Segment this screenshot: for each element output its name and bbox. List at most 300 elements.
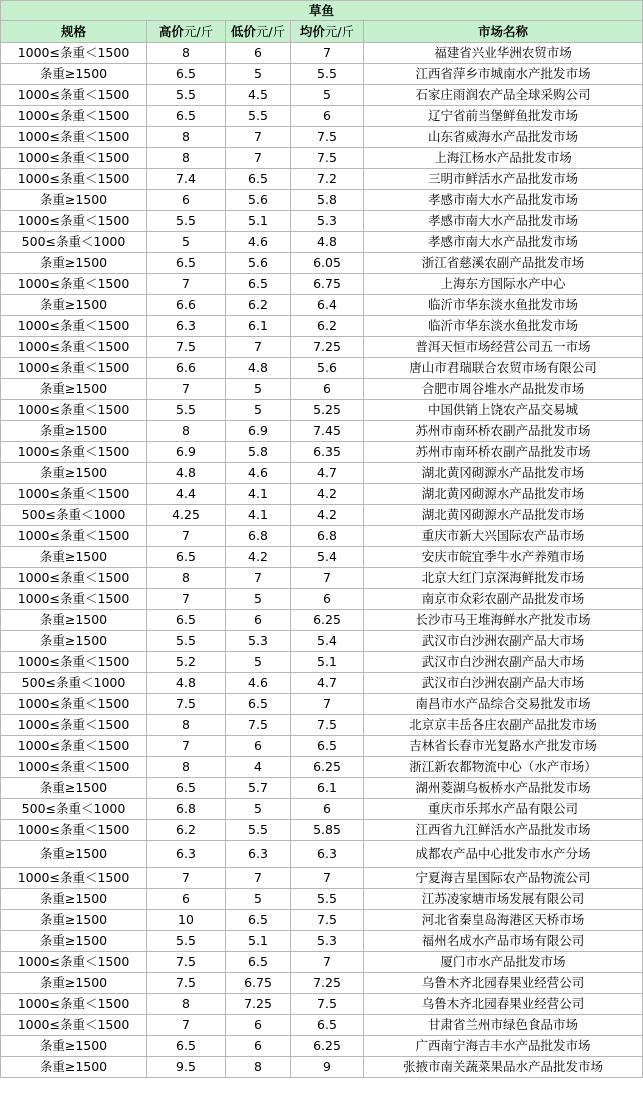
cell-avg-price: 5 xyxy=(291,85,364,106)
cell-low-price: 5 xyxy=(226,589,291,610)
cell-market-name: 唐山市君瑞联合农贸市场有限公司 xyxy=(364,358,643,379)
cell-high-price: 6.5 xyxy=(147,64,226,85)
cell-market-name: 重庆市乐邦水产品有限公司 xyxy=(364,799,643,820)
cell-low-price: 7.5 xyxy=(226,715,291,736)
cell-spec: 1000≤条重＜1500 xyxy=(1,994,147,1015)
cell-avg-price: 5.6 xyxy=(291,358,364,379)
table-row xyxy=(1,1036,643,1057)
cell-high-price: 6.2 xyxy=(147,820,226,841)
table-row xyxy=(1,652,643,673)
cell-high-price: 10 xyxy=(147,910,226,931)
table-row xyxy=(1,442,643,463)
cell-avg-price: 7.5 xyxy=(291,994,364,1015)
cell-avg-price: 7 xyxy=(291,952,364,973)
table-row xyxy=(1,295,643,316)
table-row xyxy=(1,841,643,868)
cell-spec: 1000≤条重＜1500 xyxy=(1,652,147,673)
cell-market-name: 北京大红门京深海鲜批发市场 xyxy=(364,568,643,589)
cell-market-name: 北京京丰岳各庄农副产品批发市场 xyxy=(364,715,643,736)
cell-low-price: 6.1 xyxy=(226,316,291,337)
header-high-unit: 元/斤 xyxy=(183,24,214,39)
cell-low-price: 5.6 xyxy=(226,190,291,211)
cell-high-price: 5.5 xyxy=(147,211,226,232)
cell-market-name: 武汉市白沙洲农副产品大市场 xyxy=(364,673,643,694)
cell-avg-price: 6 xyxy=(291,589,364,610)
cell-market-name: 孝感市南大水产品批发市场 xyxy=(364,211,643,232)
cell-market-name: 吉林省长春市光复路水产批发市场 xyxy=(364,736,643,757)
cell-high-price: 6.5 xyxy=(147,610,226,631)
cell-high-price: 6.9 xyxy=(147,442,226,463)
cell-low-price: 6.9 xyxy=(226,421,291,442)
cell-market-name: 浙江省慈溪农副产品批发市场 xyxy=(364,253,643,274)
cell-low-price: 7 xyxy=(226,868,291,889)
cell-market-name: 浙江新农都物流中心（水产市场） xyxy=(364,757,643,778)
cell-high-price: 5.5 xyxy=(147,931,226,952)
cell-low-price: 5.8 xyxy=(226,442,291,463)
cell-avg-price: 4.8 xyxy=(291,232,364,253)
cell-avg-price: 5.3 xyxy=(291,931,364,952)
cell-spec: 条重≥1500 xyxy=(1,610,147,631)
cell-market-name: 上海江杨水产品批发市场 xyxy=(364,148,643,169)
cell-avg-price: 4.7 xyxy=(291,673,364,694)
cell-market-name: 乌鲁木齐北园春果业经营公司 xyxy=(364,973,643,994)
cell-market-name: 湖北黄冈砌源水产品批发市场 xyxy=(364,484,643,505)
cell-market-name: 中国供销上饶农产品交易城 xyxy=(364,400,643,421)
cell-market-name: 湖州菱湖乌板桥水产品批发市场 xyxy=(364,778,643,799)
cell-avg-price: 6.8 xyxy=(291,526,364,547)
cell-avg-price: 7.25 xyxy=(291,337,364,358)
cell-high-price: 6.3 xyxy=(147,841,226,868)
cell-spec: 条重≥1500 xyxy=(1,631,147,652)
cell-spec: 条重≥1500 xyxy=(1,190,147,211)
cell-high-price: 4.8 xyxy=(147,463,226,484)
cell-low-price: 4.6 xyxy=(226,463,291,484)
cell-spec: 条重≥1500 xyxy=(1,1057,147,1078)
cell-avg-price: 6 xyxy=(291,106,364,127)
cell-high-price: 6.6 xyxy=(147,358,226,379)
table-row xyxy=(1,169,643,190)
header-high-label: 高价 xyxy=(158,24,184,39)
cell-low-price: 5.1 xyxy=(226,211,291,232)
cell-low-price: 4.2 xyxy=(226,547,291,568)
cell-high-price: 5.2 xyxy=(147,652,226,673)
cell-high-price: 7.5 xyxy=(147,694,226,715)
cell-market-name: 湖北黄冈砌源水产品批发市场 xyxy=(364,505,643,526)
table-row xyxy=(1,757,643,778)
table-row xyxy=(1,889,643,910)
cell-spec: 1000≤条重＜1500 xyxy=(1,715,147,736)
cell-low-price: 4.1 xyxy=(226,484,291,505)
cell-high-price: 6 xyxy=(147,889,226,910)
cell-low-price: 6 xyxy=(226,1015,291,1036)
cell-market-name: 上海东方国际水产中心 xyxy=(364,274,643,295)
table-row xyxy=(1,778,643,799)
cell-low-price: 4.1 xyxy=(226,505,291,526)
cell-low-price: 4 xyxy=(226,757,291,778)
cell-high-price: 7.5 xyxy=(147,973,226,994)
cell-low-price: 6 xyxy=(226,43,291,64)
header-low xyxy=(226,21,291,43)
table-row xyxy=(1,211,643,232)
header-low-label: 低价 xyxy=(230,24,256,39)
cell-spec: 1000≤条重＜1500 xyxy=(1,589,147,610)
cell-avg-price: 7 xyxy=(291,694,364,715)
cell-spec: 1000≤条重＜1500 xyxy=(1,694,147,715)
table-title: 草鱼 xyxy=(1,1,643,21)
table-row xyxy=(1,1057,643,1078)
cell-high-price: 7.5 xyxy=(147,952,226,973)
table-row xyxy=(1,610,643,631)
cell-spec: 1000≤条重＜1500 xyxy=(1,211,147,232)
cell-spec: 条重≥1500 xyxy=(1,931,147,952)
cell-market-name: 福州名成水产品市场有限公司 xyxy=(364,931,643,952)
cell-high-price: 8 xyxy=(147,568,226,589)
cell-avg-price: 5.25 xyxy=(291,400,364,421)
cell-spec: 1000≤条重＜1500 xyxy=(1,127,147,148)
cell-low-price: 6 xyxy=(226,610,291,631)
header-market-label: 市场名称 xyxy=(477,24,528,39)
cell-spec: 条重≥1500 xyxy=(1,64,147,85)
cell-market-name: 张掖市南关蔬菜果品水产品批发市场 xyxy=(364,1057,643,1078)
cell-avg-price: 7.5 xyxy=(291,910,364,931)
cell-spec: 1000≤条重＜1500 xyxy=(1,736,147,757)
cell-market-name: 安庆市皖宜季牛水产养殖市场 xyxy=(364,547,643,568)
cell-avg-price: 5.3 xyxy=(291,211,364,232)
cell-high-price: 7 xyxy=(147,274,226,295)
cell-avg-price: 5.4 xyxy=(291,631,364,652)
table-row xyxy=(1,631,643,652)
cell-high-price: 7 xyxy=(147,736,226,757)
cell-high-price: 8 xyxy=(147,715,226,736)
cell-avg-price: 6.75 xyxy=(291,274,364,295)
cell-avg-price: 7.5 xyxy=(291,148,364,169)
cell-high-price: 6.5 xyxy=(147,1036,226,1057)
cell-high-price: 8 xyxy=(147,148,226,169)
cell-market-name: 临沂市华东淡水鱼批发市场 xyxy=(364,316,643,337)
cell-low-price: 4.8 xyxy=(226,358,291,379)
cell-market-name: 成都农产品中心批发市水产分场 xyxy=(364,841,643,868)
cell-low-price: 8 xyxy=(226,1057,291,1078)
cell-low-price: 5 xyxy=(226,400,291,421)
cell-market-name: 南京市众彩农副产品批发市场 xyxy=(364,589,643,610)
cell-spec: 条重≥1500 xyxy=(1,253,147,274)
cell-market-name: 合肥市周谷堆水产品批发市场 xyxy=(364,379,643,400)
table-row xyxy=(1,400,643,421)
table-row xyxy=(1,85,643,106)
cell-high-price: 6.6 xyxy=(147,295,226,316)
cell-market-name: 山东省威海水产品批发市场 xyxy=(364,127,643,148)
cell-avg-price: 6.5 xyxy=(291,1015,364,1036)
cell-market-name: 福建省兴业华洲农贸市场 xyxy=(364,43,643,64)
cell-spec: 500≤条重＜1000 xyxy=(1,799,147,820)
cell-market-name: 甘肃省兰州市绿色食品市场 xyxy=(364,1015,643,1036)
cell-avg-price: 7.5 xyxy=(291,715,364,736)
cell-low-price: 5.1 xyxy=(226,931,291,952)
cell-high-price: 6.3 xyxy=(147,316,226,337)
cell-low-price: 5 xyxy=(226,889,291,910)
cell-avg-price: 7.2 xyxy=(291,169,364,190)
table-row xyxy=(1,673,643,694)
cell-market-name: 三明市鲜活水产品批发市场 xyxy=(364,169,643,190)
cell-market-name: 重庆市新大兴国际农产品市场 xyxy=(364,526,643,547)
header-avg xyxy=(291,21,364,43)
header-spec xyxy=(1,21,147,43)
cell-high-price: 7 xyxy=(147,589,226,610)
table-row xyxy=(1,568,643,589)
cell-spec: 500≤条重＜1000 xyxy=(1,673,147,694)
cell-high-price: 8 xyxy=(147,43,226,64)
cell-spec: 1000≤条重＜1500 xyxy=(1,106,147,127)
cell-avg-price: 7 xyxy=(291,43,364,64)
header-high xyxy=(147,21,226,43)
cell-low-price: 6 xyxy=(226,736,291,757)
cell-high-price: 4.4 xyxy=(147,484,226,505)
table-row xyxy=(1,463,643,484)
cell-high-price: 6.5 xyxy=(147,253,226,274)
cell-market-name: 武汉市白沙洲农副产品大市场 xyxy=(364,652,643,673)
cell-low-price: 4.5 xyxy=(226,85,291,106)
cell-high-price: 6.8 xyxy=(147,799,226,820)
header-market xyxy=(364,21,643,43)
cell-market-name: 孝感市南大水产品批发市场 xyxy=(364,190,643,211)
table-row xyxy=(1,379,643,400)
table-row xyxy=(1,43,643,64)
table-row xyxy=(1,589,643,610)
table-row xyxy=(1,973,643,994)
table-row xyxy=(1,868,643,889)
cell-spec: 条重≥1500 xyxy=(1,889,147,910)
cell-low-price: 6.5 xyxy=(226,274,291,295)
cell-high-price: 7 xyxy=(147,379,226,400)
cell-market-name: 普洱天恒市场经营公司五一市场 xyxy=(364,337,643,358)
cell-avg-price: 6.25 xyxy=(291,1036,364,1057)
cell-spec: 1000≤条重＜1500 xyxy=(1,568,147,589)
cell-avg-price: 5.1 xyxy=(291,652,364,673)
cell-high-price: 8 xyxy=(147,421,226,442)
cell-high-price: 4.25 xyxy=(147,505,226,526)
cell-avg-price: 6.2 xyxy=(291,316,364,337)
cell-high-price: 7 xyxy=(147,868,226,889)
cell-market-name: 苏州市南环桥农副产品批发市场 xyxy=(364,421,643,442)
table-row xyxy=(1,505,643,526)
cell-spec: 1000≤条重＜1500 xyxy=(1,85,147,106)
cell-spec: 1000≤条重＜1500 xyxy=(1,442,147,463)
table-row xyxy=(1,952,643,973)
cell-low-price: 7 xyxy=(226,127,291,148)
cell-high-price: 6.5 xyxy=(147,547,226,568)
cell-low-price: 5 xyxy=(226,652,291,673)
cell-low-price: 5.3 xyxy=(226,631,291,652)
cell-spec: 条重≥1500 xyxy=(1,421,147,442)
cell-spec: 条重≥1500 xyxy=(1,463,147,484)
cell-spec: 1000≤条重＜1500 xyxy=(1,148,147,169)
table-row xyxy=(1,931,643,952)
table-row xyxy=(1,736,643,757)
cell-low-price: 6 xyxy=(226,1036,291,1057)
cell-high-price: 6 xyxy=(147,190,226,211)
cell-spec: 1000≤条重＜1500 xyxy=(1,316,147,337)
cell-low-price: 5.5 xyxy=(226,820,291,841)
table-row xyxy=(1,799,643,820)
cell-market-name: 江苏凌家塘市场发展有限公司 xyxy=(364,889,643,910)
cell-spec: 500≤条重＜1000 xyxy=(1,232,147,253)
cell-high-price: 9.5 xyxy=(147,1057,226,1078)
table-row xyxy=(1,526,643,547)
cell-high-price: 4.8 xyxy=(147,673,226,694)
cell-market-name: 湖北黄冈砌源水产品批发市场 xyxy=(364,463,643,484)
header-avg-label: 均价 xyxy=(299,24,325,39)
header-avg-unit: 元/斤 xyxy=(324,24,355,39)
cell-avg-price: 6.25 xyxy=(291,757,364,778)
cell-market-name: 辽宁省前当堡鲜鱼批发市场 xyxy=(364,106,643,127)
cell-avg-price: 7 xyxy=(291,568,364,589)
cell-high-price: 5 xyxy=(147,232,226,253)
cell-high-price: 5.5 xyxy=(147,85,226,106)
cell-low-price: 6.5 xyxy=(226,910,291,931)
table-row xyxy=(1,910,643,931)
cell-avg-price: 7.45 xyxy=(291,421,364,442)
cell-high-price: 7.4 xyxy=(147,169,226,190)
cell-avg-price: 6 xyxy=(291,799,364,820)
cell-low-price: 7 xyxy=(226,148,291,169)
cell-low-price: 6.2 xyxy=(226,295,291,316)
cell-market-name: 宁夏海吉星国际农产品物流公司 xyxy=(364,868,643,889)
cell-market-name: 河北省秦皇岛海港区天桥市场 xyxy=(364,910,643,931)
cell-high-price: 7.5 xyxy=(147,337,226,358)
cell-low-price: 6.5 xyxy=(226,952,291,973)
cell-low-price: 6.5 xyxy=(226,694,291,715)
title-row xyxy=(1,1,643,21)
cell-high-price: 5.5 xyxy=(147,631,226,652)
cell-spec: 条重≥1500 xyxy=(1,841,147,868)
table-row xyxy=(1,127,643,148)
cell-high-price: 5.5 xyxy=(147,400,226,421)
table-row xyxy=(1,358,643,379)
table-row xyxy=(1,547,643,568)
cell-high-price: 7 xyxy=(147,1015,226,1036)
cell-market-name: 广西南宁海吉丰水产品批发市场 xyxy=(364,1036,643,1057)
cell-avg-price: 5.8 xyxy=(291,190,364,211)
header-low-unit: 元/斤 xyxy=(255,24,286,39)
table-body xyxy=(1,43,643,1078)
header-row xyxy=(1,21,643,43)
cell-spec: 条重≥1500 xyxy=(1,973,147,994)
cell-spec: 1000≤条重＜1500 xyxy=(1,400,147,421)
cell-avg-price: 7 xyxy=(291,868,364,889)
cell-spec: 1000≤条重＜1500 xyxy=(1,820,147,841)
cell-high-price: 7 xyxy=(147,526,226,547)
cell-spec: 条重≥1500 xyxy=(1,910,147,931)
table-row xyxy=(1,64,643,85)
cell-market-name: 江西省九江鲜活水产品批发市场 xyxy=(364,820,643,841)
cell-low-price: 5.7 xyxy=(226,778,291,799)
cell-low-price: 6.3 xyxy=(226,841,291,868)
cell-high-price: 8 xyxy=(147,994,226,1015)
cell-low-price: 6.8 xyxy=(226,526,291,547)
table-row xyxy=(1,337,643,358)
table-row xyxy=(1,484,643,505)
cell-spec: 条重≥1500 xyxy=(1,547,147,568)
table-row xyxy=(1,1015,643,1036)
cell-avg-price: 7.25 xyxy=(291,973,364,994)
cell-low-price: 6.5 xyxy=(226,169,291,190)
table-row xyxy=(1,316,643,337)
cell-spec: 条重≥1500 xyxy=(1,1036,147,1057)
table-row xyxy=(1,274,643,295)
cell-spec: 1000≤条重＜1500 xyxy=(1,337,147,358)
table-row xyxy=(1,253,643,274)
cell-avg-price: 6.5 xyxy=(291,736,364,757)
cell-spec: 1000≤条重＜1500 xyxy=(1,526,147,547)
cell-spec: 1000≤条重＜1500 xyxy=(1,169,147,190)
cell-market-name: 孝感市南大水产品批发市场 xyxy=(364,232,643,253)
cell-high-price: 6.5 xyxy=(147,778,226,799)
cell-avg-price: 6.05 xyxy=(291,253,364,274)
table-row xyxy=(1,106,643,127)
cell-avg-price: 5.85 xyxy=(291,820,364,841)
cell-spec: 1000≤条重＜1500 xyxy=(1,757,147,778)
cell-avg-price: 5.5 xyxy=(291,64,364,85)
cell-market-name: 长沙市马王堆海鲜水产批发市场 xyxy=(364,610,643,631)
cell-low-price: 5.6 xyxy=(226,253,291,274)
table-row xyxy=(1,994,643,1015)
cell-low-price: 6.75 xyxy=(226,973,291,994)
cell-avg-price: 6.4 xyxy=(291,295,364,316)
cell-low-price: 5 xyxy=(226,799,291,820)
cell-avg-price: 4.7 xyxy=(291,463,364,484)
cell-spec: 条重≥1500 xyxy=(1,778,147,799)
cell-market-name: 临沂市华东淡水鱼批发市场 xyxy=(364,295,643,316)
cell-low-price: 5 xyxy=(226,379,291,400)
cell-low-price: 7.25 xyxy=(226,994,291,1015)
cell-avg-price: 4.2 xyxy=(291,505,364,526)
cell-high-price: 8 xyxy=(147,757,226,778)
cell-spec: 条重≥1500 xyxy=(1,379,147,400)
cell-avg-price: 5.4 xyxy=(291,547,364,568)
table-row xyxy=(1,694,643,715)
cell-high-price: 8 xyxy=(147,127,226,148)
cell-avg-price: 6.25 xyxy=(291,610,364,631)
cell-market-name: 江西省萍乡市城南水产批发市场 xyxy=(364,64,643,85)
cell-market-name: 南昌市水产品综合交易批发市场 xyxy=(364,694,643,715)
cell-avg-price: 9 xyxy=(291,1057,364,1078)
cell-low-price: 7 xyxy=(226,337,291,358)
cell-avg-price: 6.35 xyxy=(291,442,364,463)
cell-high-price: 6.5 xyxy=(147,106,226,127)
cell-low-price: 7 xyxy=(226,568,291,589)
table-row xyxy=(1,148,643,169)
cell-spec: 1000≤条重＜1500 xyxy=(1,868,147,889)
cell-spec: 条重≥1500 xyxy=(1,295,147,316)
cell-avg-price: 6.3 xyxy=(291,841,364,868)
cell-avg-price: 6 xyxy=(291,379,364,400)
cell-spec: 1000≤条重＜1500 xyxy=(1,43,147,64)
cell-spec: 1000≤条重＜1500 xyxy=(1,484,147,505)
table-row xyxy=(1,421,643,442)
cell-low-price: 5.5 xyxy=(226,106,291,127)
cell-spec: 1000≤条重＜1500 xyxy=(1,952,147,973)
cell-avg-price: 7.5 xyxy=(291,127,364,148)
header-spec-label: 规格 xyxy=(60,24,86,39)
cell-avg-price: 5.5 xyxy=(291,889,364,910)
cell-spec: 1000≤条重＜1500 xyxy=(1,358,147,379)
cell-spec: 1000≤条重＜1500 xyxy=(1,274,147,295)
table-row xyxy=(1,232,643,253)
cell-avg-price: 4.2 xyxy=(291,484,364,505)
cell-market-name: 乌鲁木齐北园春果业经营公司 xyxy=(364,994,643,1015)
cell-low-price: 4.6 xyxy=(226,673,291,694)
cell-market-name: 厦门市水产品批发市场 xyxy=(364,952,643,973)
